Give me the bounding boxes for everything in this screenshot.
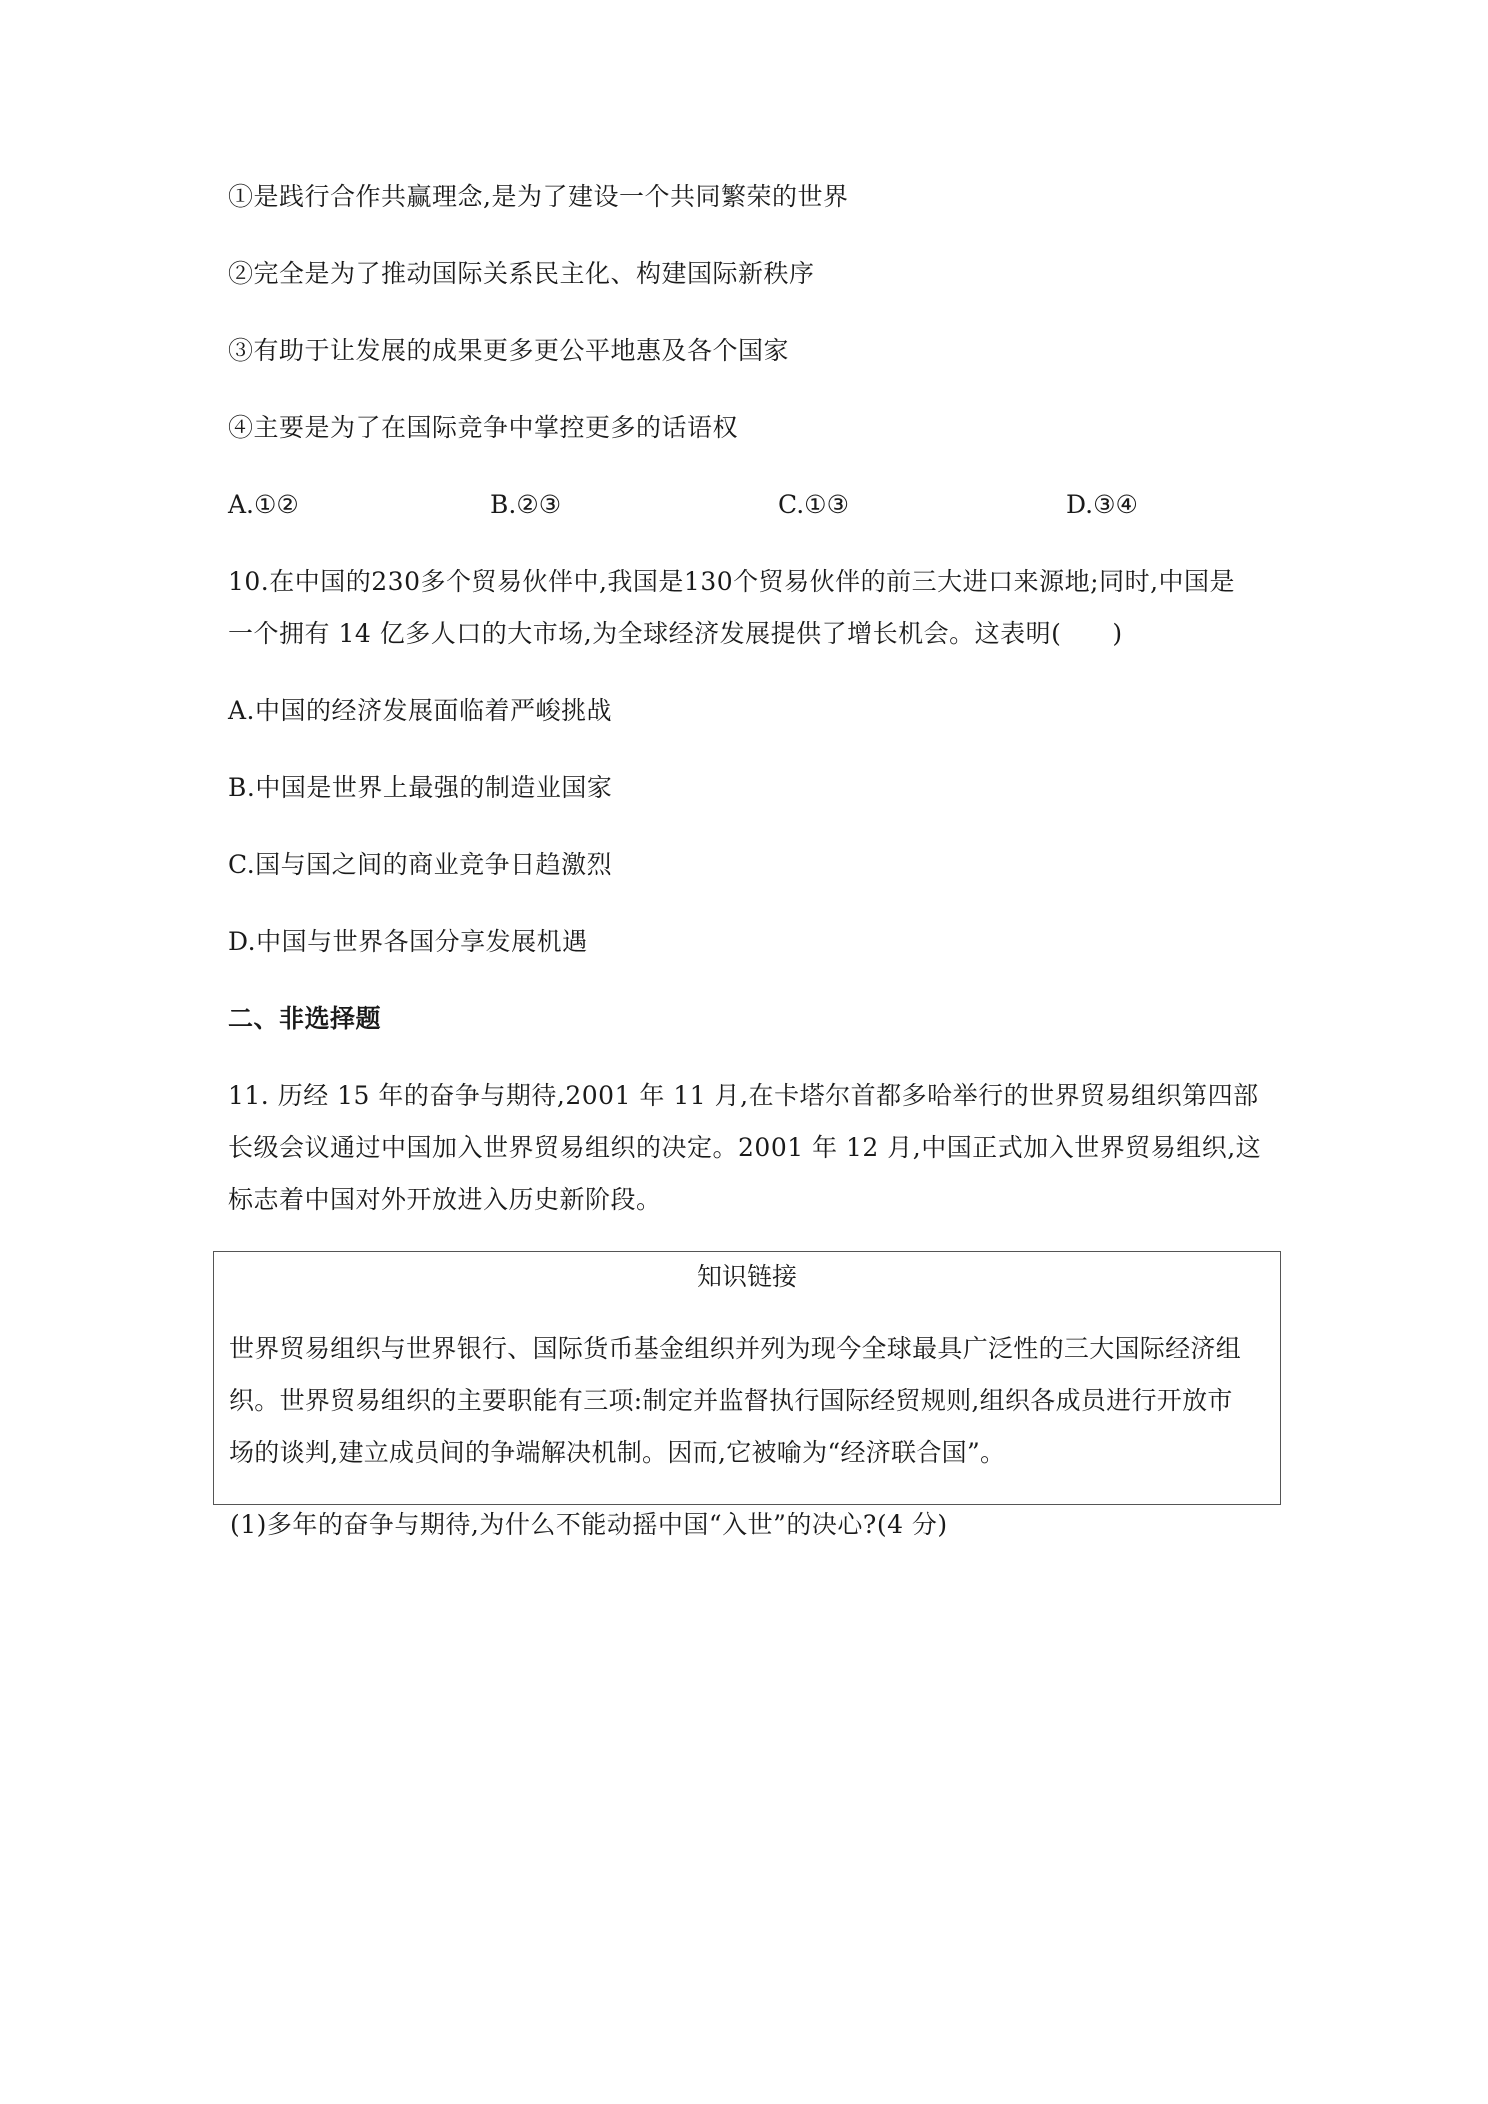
knowledge-box-line3: 场的谈判,建立成员间的争端解决机制。因而,它被喻为“经济联合国”。 [229,1438,1006,1467]
q11-stem-line3: 标志着中国对外开放进入历史新阶段。 [228,1185,662,1214]
section-heading: 二、非选择题 [228,1004,382,1033]
knowledge-box-title: 知识链接 [696,1262,797,1291]
knowledge-box-line1: 世界贸易组织与世界银行、国际货币基金组织并列为现今全球最具广泛性的三大国际经济组 [229,1334,1242,1363]
q9-choice-a: A.①② [228,490,299,519]
q9-choice-b: B.②③ [490,490,562,519]
option-statement-4: ④主要是为了在国际竞争中掌控更多的话语权 [228,413,739,442]
q10-choice-b: B.中国是世界上最强的制造业国家 [228,773,613,802]
option-statement-1: ①是践行合作共赢理念,是为了建设一个共同繁荣的世界 [228,182,849,211]
q10-choice-c: C.国与国之间的商业竞争日趋激烈 [228,850,613,879]
option-statement-2: ②完全是为了推动国际关系民主化、构建国际新秩序 [228,259,815,288]
q10-stem-line2: 一个拥有 14 亿多人口的大市场,为全球经济发展提供了增长机会。这表明( ) [228,619,1123,648]
q11-stem-line2: 长级会议通过中国加入世界贸易组织的决定。2001 年 12 月,中国正式加入世界贸易组织,这 [228,1133,1262,1162]
q9-choice-row [228,488,1288,522]
q10-choice-a: A.中国的经济发展面临着严峻挑战 [228,696,613,725]
q11-stem-line1: 11. 历经 15 年的奋争与期待,2001 年 11 月,在卡塔尔首都多哈举行的世界贸易组织第四部 [228,1081,1259,1110]
q10-stem-line1: 10.在中国的230多个贸易伙伴中,我国是130个贸易伙伴的前三大进口来源地;同时,中国是 [228,567,1236,596]
q11-subquestion-1: (1)多年的奋争与期待,为什么不能动摇中国“入世”的决心?(4 分) [230,1510,948,1539]
knowledge-link-box [213,1251,1281,1505]
q9-choice-c: C.①③ [778,490,850,519]
q10-choice-d: D.中国与世界各国分享发展机遇 [228,927,588,956]
q9-choice-d: D.③④ [1066,490,1138,519]
knowledge-box-line2: 织。世界贸易组织的主要职能有三项:制定并监督执行国际经贸规则,组织各成员进行开放市 [229,1386,1233,1415]
option-statement-3: ③有助于让发展的成果更多更公平地惠及各个国家 [228,336,790,365]
